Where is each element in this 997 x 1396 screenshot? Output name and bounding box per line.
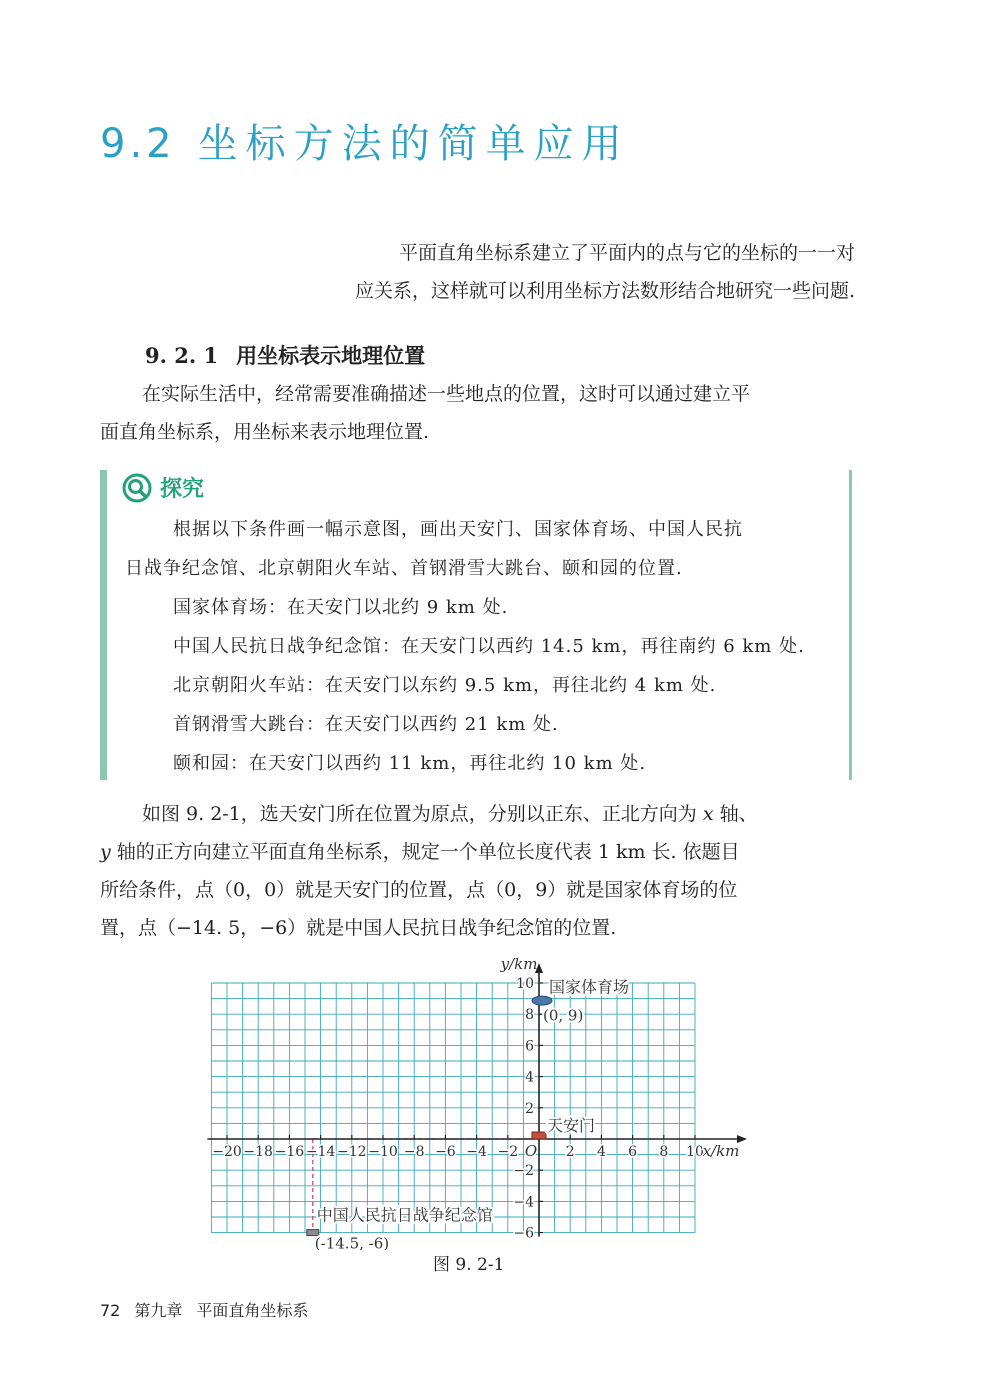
paragraph-2 xyxy=(100,795,860,947)
x-tick-label: −16 xyxy=(274,1144,305,1160)
x-tick-label: −14 xyxy=(305,1144,336,1160)
x-tick-label: −6 xyxy=(435,1144,456,1160)
explore-line: 根据以下条件画一幅示意图，画出天安门、国家体育场、中国人民抗 xyxy=(173,519,743,540)
explore-line: 中国人民抗日战争纪念馆：在天安门以西约 14.5 km，再往南约 6 km 处. xyxy=(173,636,805,657)
x-tick-label: 8 xyxy=(659,1144,669,1160)
section-number: 9.2 xyxy=(100,121,176,167)
page-footer xyxy=(100,1298,308,1321)
x-tick-label: 10 xyxy=(686,1144,704,1160)
paragraph-line xyxy=(100,833,860,871)
subsection-title-text: 用坐标表示地理位置 xyxy=(236,344,426,368)
paragraph-line xyxy=(100,795,860,833)
y-tick-label: −4 xyxy=(513,1194,534,1211)
y-tick-label: −6 xyxy=(513,1225,534,1242)
point-label-tiananmen: 天安门 xyxy=(547,1116,596,1135)
text-run: 如图 9. 2-1，选天安门所在位置为原点，分别以正东、正北方向为 xyxy=(142,803,703,825)
point-coord-stadium: (0, 9) xyxy=(543,1006,584,1025)
x-tick-label: −12 xyxy=(337,1144,367,1160)
point-label-memorial: 中国人民抗日战争纪念馆 xyxy=(316,1205,493,1225)
y-tick-label: 10 xyxy=(516,976,534,992)
x-tick-label: −8 xyxy=(403,1144,425,1160)
coordinate-plane-chart xyxy=(200,955,760,1250)
explore-line: 北京朝阳火车站：在天安门以东约 9.5 km，再往北约 4 km 处. xyxy=(173,675,717,696)
intro-line: 平面直角坐标系建立了平面内的点与它的坐标的一一对 xyxy=(398,242,855,264)
x-tick-label: 2 xyxy=(565,1144,575,1160)
y-tick-label: 4 xyxy=(525,1069,534,1086)
stadium-marker xyxy=(532,996,552,1005)
explore-magnifier-icon xyxy=(122,473,152,503)
section-title-text: 坐标方法的简单应用 xyxy=(197,121,630,167)
explore-header xyxy=(122,472,204,503)
text-run: 轴、 xyxy=(713,803,758,825)
origin-label: O xyxy=(524,1142,538,1160)
paragraph-line: 面直角坐标系，用坐标来表示地理位置. xyxy=(100,421,430,443)
x-tick-label: −18 xyxy=(243,1144,273,1160)
x-tick-label: 4 xyxy=(596,1144,606,1160)
variable-x: x xyxy=(702,803,714,825)
y-axis-label: y/km xyxy=(500,955,538,973)
tiananmen-marker xyxy=(532,1132,546,1139)
x-tick-label: −20 xyxy=(212,1144,242,1160)
chapter-name: 第九章 xyxy=(134,1301,183,1320)
explore-body xyxy=(125,510,805,783)
explore-line: 国家体育场：在天安门以北约 9 km 处. xyxy=(173,597,509,618)
chapter-title: 平面直角坐标系 xyxy=(196,1301,309,1320)
y-tick-label: 6 xyxy=(525,1038,534,1055)
coordinate-figure xyxy=(200,955,760,1254)
subsection-title xyxy=(145,340,425,370)
section-title xyxy=(100,112,630,169)
subsection-number: 9. 2. 1 xyxy=(145,343,219,368)
y-tick-label: 2 xyxy=(525,1100,534,1117)
paragraph-line: 在实际生活中，经常需要准确描述一些地点的位置，这时可以通过建立平 xyxy=(142,383,751,405)
explore-line: 日战争纪念馆、北京朝阳火车站、首钢滑雪大跳台、颐和园的位置. xyxy=(125,558,683,579)
explore-box xyxy=(100,470,852,780)
x-tick-label: 6 xyxy=(628,1144,638,1160)
explore-line: 首钢滑雪大跳台：在天安门以西约 21 km 处. xyxy=(173,714,559,735)
point-label-stadium: 国家体育场 xyxy=(549,977,630,997)
x-tick-label: −4 xyxy=(466,1144,487,1160)
explore-line: 颐和园：在天安门以西约 11 km，再往北约 10 km 处. xyxy=(173,753,647,774)
paragraph-line: 置，点（−14. 5，−6）就是中国人民抗日战争纪念馆的位置. xyxy=(100,917,617,939)
text-run: 轴的正方向建立平面直角坐标系，规定一个单位长度代表 1 km 长. 依题目 xyxy=(110,841,740,863)
x-axis-label: x/km xyxy=(702,1142,740,1160)
explore-label: 探究 xyxy=(160,477,205,502)
page-number: 72 xyxy=(100,1301,121,1320)
paragraph-1 xyxy=(100,375,860,451)
x-tick-label: −2 xyxy=(497,1144,519,1160)
variable-y: y xyxy=(100,841,111,863)
point-coord-memorial: (-14.5, -6) xyxy=(314,1234,390,1250)
intro-text xyxy=(355,234,855,310)
x-tick-label: −10 xyxy=(368,1144,398,1160)
y-tick-label: −2 xyxy=(513,1163,534,1180)
y-tick-label: 8 xyxy=(525,1007,534,1024)
paragraph-line: 所给条件，点（0，0）就是天安门的位置，点（0，9）就是国家体育场的位 xyxy=(100,879,738,901)
intro-line: 应关系，这样就可以利用坐标方法数形结合地研究一些问题. xyxy=(354,280,855,302)
figure-caption: 图 9. 2-1 xyxy=(433,1255,505,1275)
